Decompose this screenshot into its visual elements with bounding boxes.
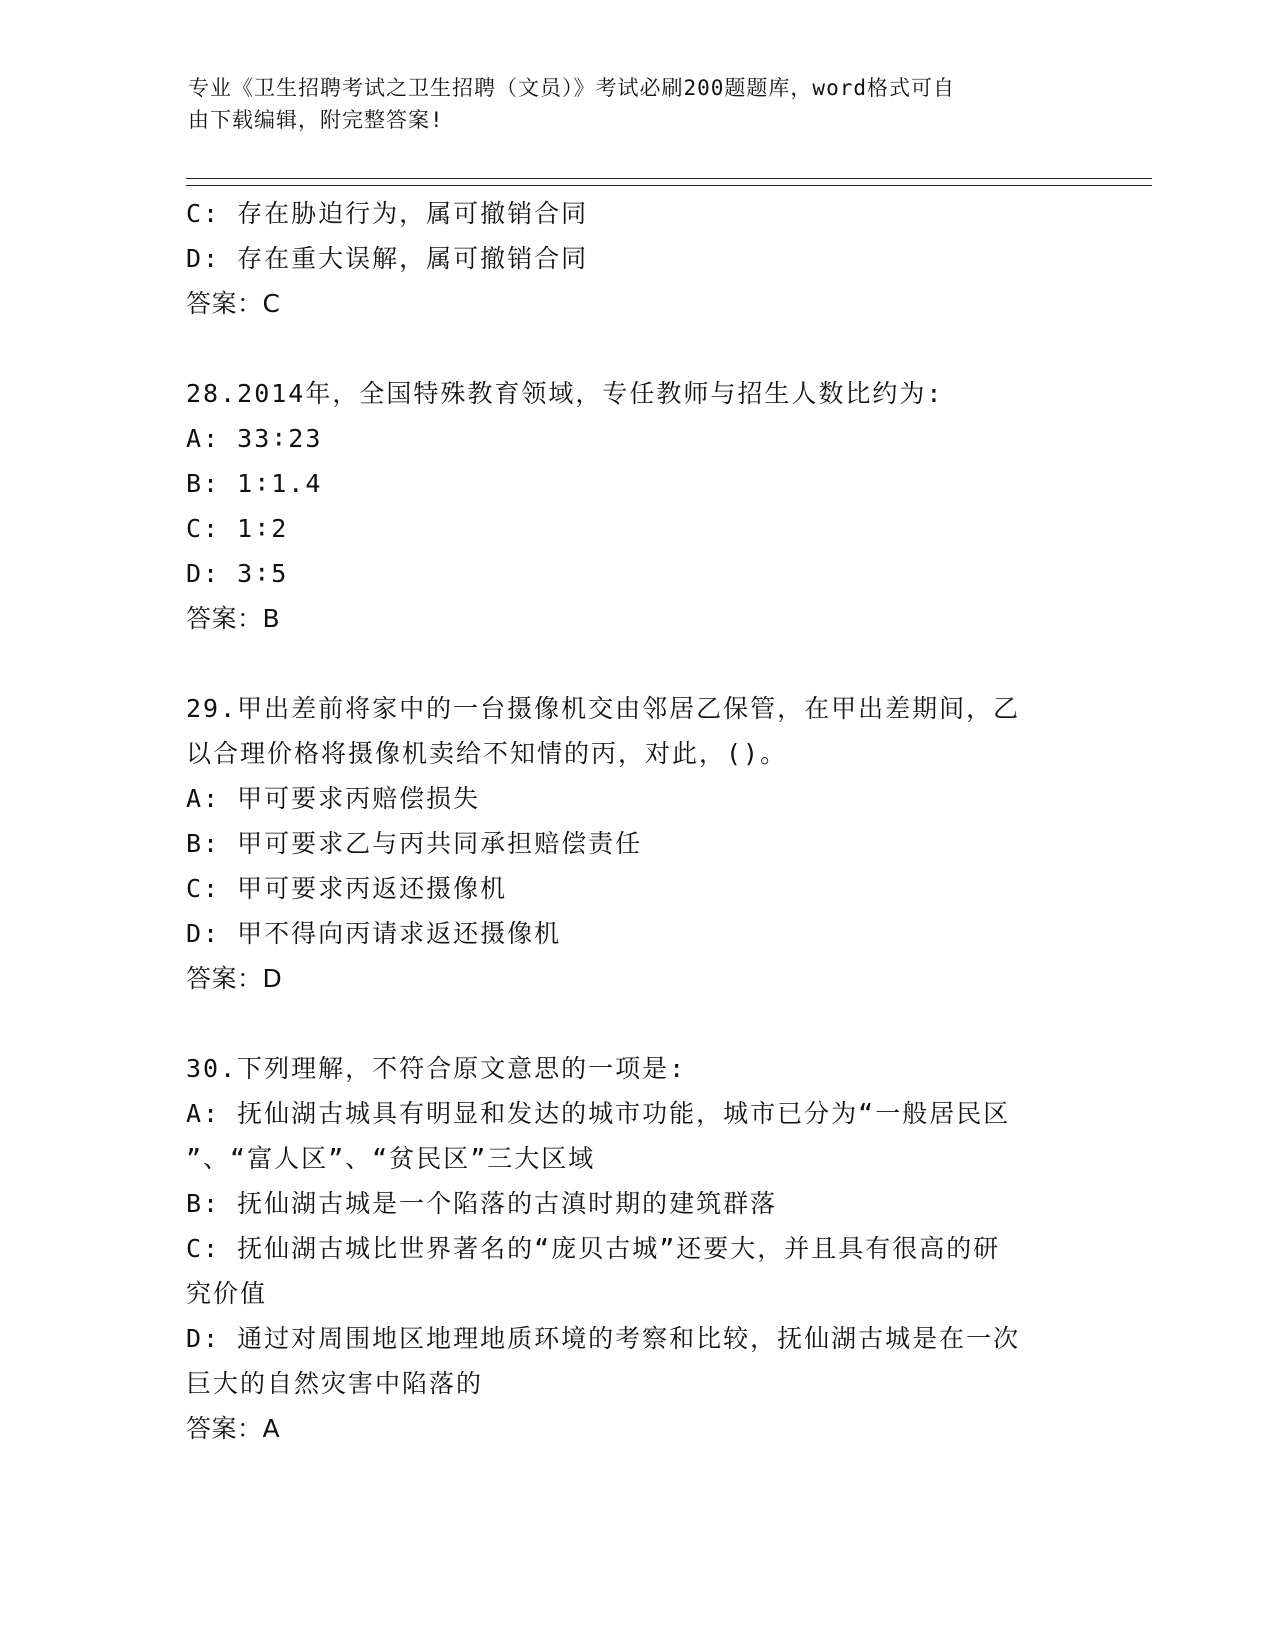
- spacer: [186, 326, 1086, 371]
- document-body: [186, 191, 1086, 1451]
- q29-question-line-2: 以合理价格将摄像机卖给不知情的丙，对此，()。: [186, 739, 788, 768]
- q30-question: 30.下列理解，不符合原文意思的一项是:: [186, 1054, 687, 1083]
- q27-answer: 答案：C: [186, 289, 281, 318]
- q28-option-d: D: 3∶5: [186, 559, 289, 588]
- q30-option-a-line-1: A: 抚仙湖古城具有明显和发达的城市功能，城市已分为“一般居民区: [186, 1099, 1011, 1128]
- q30-option-d-line-1: D: 通过对周围地区地理地质环境的考察和比较，抚仙湖古城是在一次: [186, 1324, 1021, 1353]
- q30-option-b: B: 抚仙湖古城是一个陷落的古滇时期的建筑群落: [186, 1189, 778, 1218]
- header-line-2: 由下载编辑，附完整答案!: [188, 108, 444, 132]
- q30-option-d-line-2: 巨大的自然灾害中陷落的: [186, 1369, 484, 1398]
- header-line-1: 专业《卫生招聘考试之卫生招聘（文员）》考试必刷200题题库，word格式可自: [188, 76, 955, 100]
- q28-answer: 答案：B: [186, 604, 281, 633]
- q28-option-b: B: 1∶1.4: [186, 469, 323, 498]
- q29-option-d: D: 甲不得向丙请求返还摄像机: [186, 919, 562, 948]
- question-30: [186, 1046, 1086, 1451]
- q27-option-d: D: 存在重大误解，属可撤销合同: [186, 244, 589, 273]
- q29-question-line-1: 29.甲出差前将家中的一台摄像机交由邻居乙保管，在甲出差期间，乙: [186, 694, 1021, 723]
- q30-option-c-line-1: C: 抚仙湖古城比世界著名的“庞贝古城”还要大，并且具有很高的研: [186, 1234, 1001, 1263]
- question-28: [186, 371, 1086, 641]
- q27-option-c: C: 存在胁迫行为，属可撤销合同: [186, 199, 589, 228]
- question-27-tail: [186, 191, 1086, 326]
- q29-answer: 答案：D: [186, 964, 283, 993]
- q28-question: 28.2014年，全国特殊教育领域，专任教师与招生人数比约为:: [186, 379, 944, 408]
- q29-option-c: C: 甲可要求丙返还摄像机: [186, 874, 508, 903]
- q29-option-b: B: 甲可要求乙与丙共同承担赔偿责任: [186, 829, 643, 858]
- q30-answer: 答案：A: [186, 1414, 281, 1443]
- q28-option-a: A: 33∶23: [186, 424, 323, 453]
- q28-option-c: C: 1∶2: [186, 514, 289, 543]
- question-29: [186, 686, 1086, 1001]
- q29-option-a: A: 甲可要求丙赔偿损失: [186, 784, 481, 813]
- spacer: [186, 1001, 1086, 1046]
- q30-option-c-line-2: 究价值: [186, 1279, 268, 1308]
- page-header: [188, 72, 1068, 136]
- q30-option-a-line-2: ”、“富人区”、“贫民区”三大区域: [186, 1144, 596, 1173]
- header-double-rule: [186, 178, 1152, 186]
- spacer: [186, 641, 1086, 686]
